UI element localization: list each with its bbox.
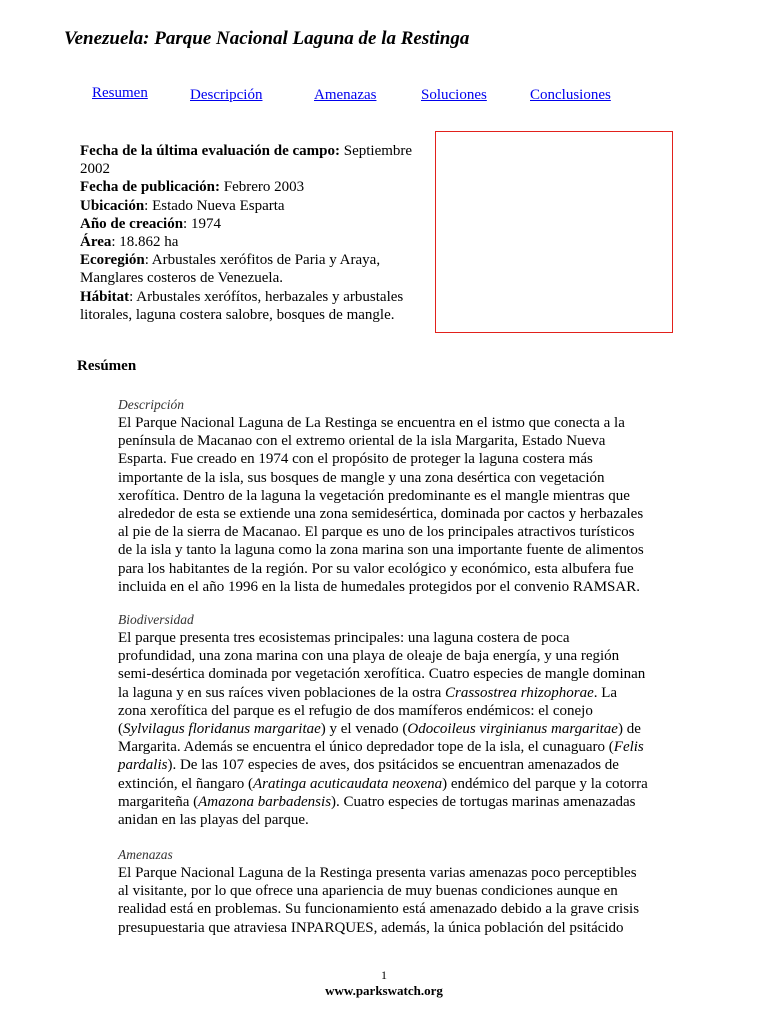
- bio-text-4: ) de Margarita. Además se encuentra el único depredador tope de la isla, el cunaguaro (: [118, 721, 641, 756]
- eval-date-label: Fecha de la última evaluación de campo:: [80, 143, 340, 159]
- species-ocelot: Felis pardalis: [118, 739, 644, 774]
- pub-date: [80, 178, 440, 196]
- habitat-label: Hábitat: [80, 288, 130, 305]
- pub-date-value: Febrero 2003: [220, 179, 305, 196]
- bio-text-7: ). Cuatro especies de tortugas marinas amenazadas anidan en las playas del parque.: [118, 793, 636, 829]
- paragraph-biodiversidad: [118, 629, 648, 829]
- photo-placeholder: [435, 131, 673, 333]
- location-value: : Estado Nueva Esparta: [144, 197, 285, 214]
- area-label: Área: [80, 234, 112, 251]
- ecoregion: [80, 251, 440, 287]
- species-parrot: Amazona barbadensis: [198, 793, 332, 810]
- creation-year: [80, 215, 440, 233]
- footer-url: www.parkswatch.org: [325, 983, 443, 998]
- species-oyster: Crassostrea rhizophorae: [444, 684, 594, 701]
- paragraph-descripcion: El Parque Nacional Laguna de La Restinga se encuentra en el istmo que conecta a la península de Macanao con el extremo oriental de la isla Margarita, Estado Nueva Esparta. Fue creado en 1974 con el propósito de proteger la laguna costera más importante de la isla, sus bosques de mangle y una zona desértica con vegetación xerofítica. Dentro de la laguna la vegetación predominante es el mangle mientras que alrededor de esta se extiende una zona semidesértica, dominada por cactos y herbazales al pie de la sierra de Macanao. El parque es uno de los principales atractivos turísticos de la isla y tanto la laguna como la zona marina son una importante fuente de alimentos para los habitantes de la región. Por su valor ecológico y económico, esta albufera fue incluida en el año 1996 en la lista de humedales protegidos por el convenio RAMSAR.: [118, 415, 644, 595]
- park-metadata: [80, 142, 440, 324]
- ecoregion-label: Ecoregión: [80, 252, 145, 269]
- area: [80, 233, 440, 251]
- creation-year-value: : 1974: [183, 215, 221, 232]
- species-parakeet: Aratinga acuticaudata neoxena: [252, 775, 443, 792]
- species-deer: Odocoileus virginianus margaritae: [407, 721, 618, 738]
- subheading-descripcion: Descripción: [118, 397, 184, 412]
- pub-date-label: Fecha de publicación:: [80, 179, 221, 196]
- bio-text-1: El parque presenta tres ecosistemas principales: una laguna costera de poca profundidad, una zona marina con una playa de oleaje de baja energía, y una región semi-desértica dominada por vegetación xerofítica. Cuatro especies de mangle dominan la laguna y en sus raíces viven poblaciones de la ostra: [118, 630, 646, 701]
- habitat-value: : Arbustales xerófítos, herbazales y arbustales litorales, laguna costera salobre, bosques de mangle.: [80, 288, 404, 323]
- bio-text-6: ) endémico del parque y la cotorra margariteña (: [118, 775, 648, 810]
- nav-link-soluciones[interactable]: Soluciones: [421, 87, 487, 103]
- page-number: 1: [381, 968, 387, 982]
- habitat: [80, 288, 440, 324]
- eval-date-value: Septiembre 2002: [80, 143, 413, 178]
- nav-link-descripcion[interactable]: Descripción: [190, 87, 263, 103]
- bio-text-3: ) y el venado (: [320, 721, 408, 738]
- location-label: Ubicación: [80, 197, 145, 214]
- ecoregion-value: : Arbustales xerófitos de Paria y Araya, Manglares costeros de Venezuela.: [80, 252, 381, 287]
- nav-link-resumen[interactable]: Resumen: [92, 85, 148, 101]
- nav-link-conclusiones[interactable]: Conclusiones: [530, 87, 611, 103]
- nav-link-amenazas[interactable]: Amenazas: [314, 87, 377, 103]
- location: [80, 197, 440, 215]
- section-heading-resumen: Resúmen: [77, 358, 137, 374]
- subheading-biodiversidad: Biodiversidad: [118, 612, 194, 627]
- paragraph-amenazas: El Parque Nacional Laguna de la Restinga presenta varias amenazas poco perceptibles al visitante, por lo que ofrece una apariencia de muy buenas condiciones aunque en realidad está en problemas. Su funcionamiento está amenazado debido a la grave crisis presupuestaria que atraviesa INPARQUES, además, la única población del psitácido: [118, 865, 640, 936]
- bio-text-2: . La zona xerofítica del parque es el refugio de dos mamíferos endémicos: el conejo (: [118, 684, 618, 738]
- subheading-amenazas: Amenazas: [118, 847, 173, 862]
- creation-year-label: Año de creación: [80, 215, 184, 232]
- area-value: : 18.862 ha: [111, 234, 179, 251]
- page-title: Venezuela: Parque Nacional Laguna de la Restinga: [64, 28, 470, 49]
- eval-date: [80, 142, 440, 178]
- bio-text-5: ). De las 107 especies de aves, dos psitácidos se encuentran amenazados de extinción, el ñangaro (: [118, 757, 619, 792]
- species-rabbit: Sylvilagus floridanus margaritae: [123, 721, 321, 738]
